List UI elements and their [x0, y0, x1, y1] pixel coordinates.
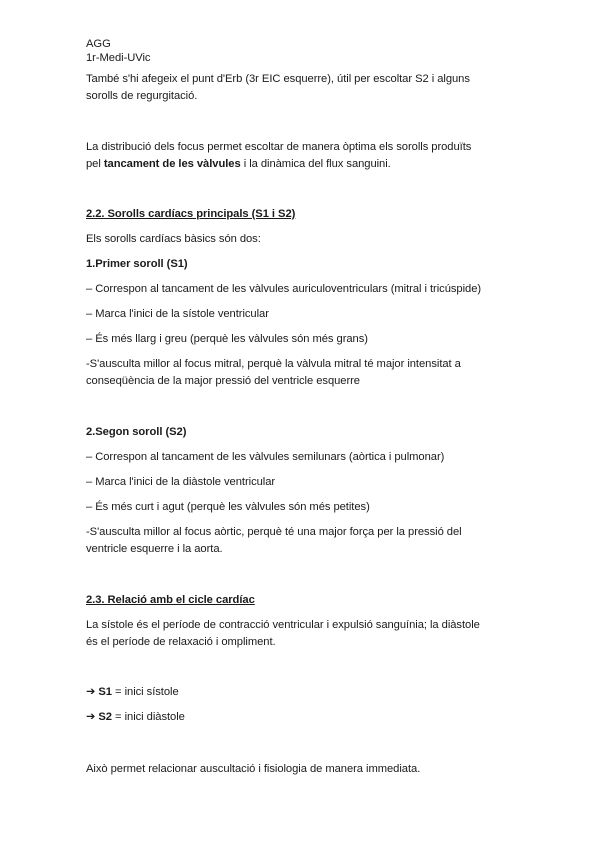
course-label: 1r-Medi-UVic	[86, 52, 151, 64]
distribution-text-post: i la dinàmica del flux sanguini.	[240, 158, 391, 170]
distribution-text-bold: tancament de les vàlvules	[103, 158, 241, 170]
cycle-paragraph-line-2: és el període de relaxació i ompliment.	[86, 636, 276, 648]
s1-item-2: – Marca l'inici de la sístole ventricular	[86, 308, 269, 320]
s1-item-4-line-1: -S'ausculta millor al focus mitral, perquè la vàlvula mitral té major intensitat a	[86, 358, 461, 370]
section-2-2-intro: Els sorolls cardíacs bàsics són dos:	[86, 233, 261, 245]
s2-title: 2.Segon soroll (S2)	[86, 426, 187, 438]
s2-item-4-line-2: ventricle esquerre i la aorta.	[86, 543, 223, 555]
section-2-3-heading: 2.3. Relació amb el cicle cardíac	[86, 594, 255, 606]
s2-item-3: – És més curt i agut (perquè les vàlvules són més petites)	[86, 501, 370, 513]
closing-sentence: Això permet relacionar auscultació i fisiologia de manera immediata.	[86, 763, 421, 775]
distribution-paragraph-line-1: La distribució dels focus permet escoltar de manera òptima els sorolls produïts	[86, 141, 472, 153]
s2-mapping-label: S2	[98, 711, 112, 723]
distribution-paragraph-line-2	[86, 157, 391, 172]
s1-title: 1.Primer soroll (S1)	[86, 258, 188, 270]
arrow-right-icon: ➔	[86, 711, 99, 723]
s1-item-1: – Correspon al tancament de les vàlvules auriculoventriculars (mitral i tricúspide)	[86, 283, 482, 295]
s2-item-2: – Marca l'inici de la diàstole ventricular	[86, 476, 276, 488]
erb-paragraph-line-1: També s'hi afegeix el punt d'Erb (3r EIC esquerre), útil per escoltar S2 i alguns	[86, 73, 470, 85]
section-2-2-heading: 2.2. Sorolls cardíacs principals (S1 i S2)	[86, 208, 296, 220]
s1-item-4-line-2: conseqüència de la major pressió del ventricle esquerre	[86, 375, 360, 387]
author-initials: AGG	[86, 38, 111, 50]
distribution-text-pre: pel	[86, 158, 104, 170]
s2-mapping	[86, 710, 185, 725]
s2-mapping-text: = inici diàstole	[111, 711, 185, 723]
s1-mapping-label: S1	[98, 686, 112, 698]
arrow-right-icon: ➔	[86, 686, 99, 698]
s2-item-1: – Correspon al tancament de les vàlvules semilunars (aòrtica i pulmonar)	[86, 451, 445, 463]
s1-item-3: – És més llarg i greu (perquè les vàlvules són més grans)	[86, 333, 368, 345]
cycle-paragraph-line-1: La sístole és el període de contracció ventricular i expulsió sanguínia; la diàstole	[86, 619, 480, 631]
erb-paragraph-line-2: sorolls de regurgitació.	[86, 90, 198, 102]
s2-item-4-line-1: -S'ausculta millor al focus aòrtic, perquè té una major força per la pressió del	[86, 526, 462, 538]
s1-mapping	[86, 685, 179, 700]
s1-mapping-text: = inici sístole	[111, 686, 179, 698]
